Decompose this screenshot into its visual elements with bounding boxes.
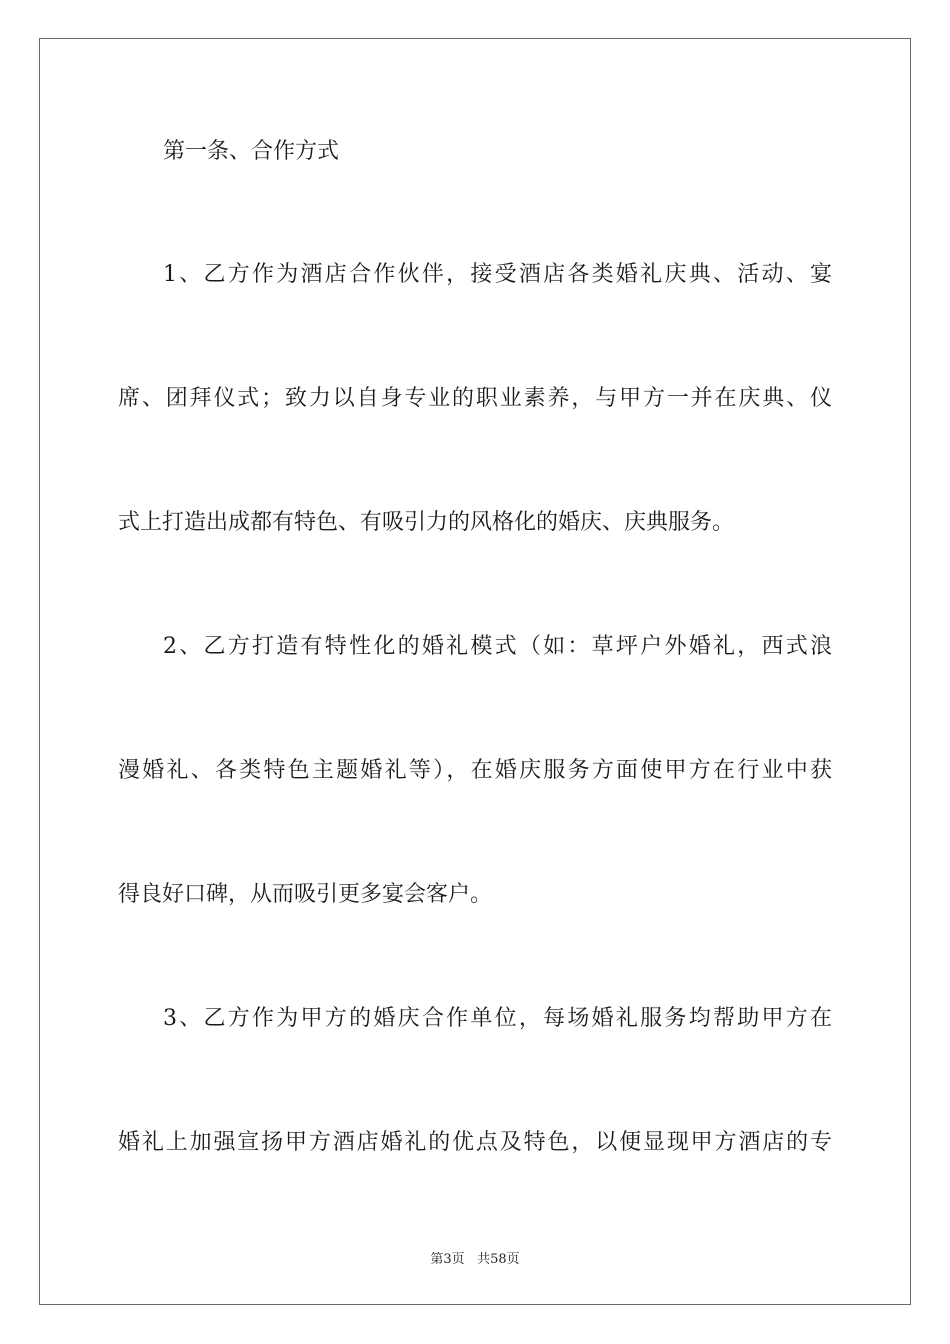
page-number: 第3页 [430,1252,465,1267]
total-pages: 共58页 [477,1252,520,1267]
paragraph-1-line-3: 式上打造出成都有特色、有吸引力的风格化的婚庆、庆典服务。 [118,510,735,535]
paragraph-1-line-2: 席、团拜仪式；致力以自身专业的职业素养，与甲方一并在庆典、仪 [118,386,832,411]
paragraph-2-line-2: 漫婚礼、各类特色主题婚礼等），在婚庆服务方面使甲方在行业中获 [118,758,832,783]
footer-spacer [465,1252,477,1267]
section-heading: 第一条、合作方式 [163,139,340,164]
page-border [39,38,911,1305]
paragraph-2-line-3: 得良好口碑，从而吸引更多宴会客户。 [118,882,493,907]
paragraph-3-line-2: 婚礼上加强宣扬甲方酒店婚礼的优点及特色，以便显现甲方酒店的专 [118,1130,832,1155]
paragraph-3-line-1: 3、乙方作为甲方的婚庆合作单位，每场婚礼服务均帮助甲方在 [163,1006,832,1031]
paragraph-1-line-1: 1、乙方作为酒店合作伙伴，接受酒店各类婚礼庆典、活动、宴 [163,262,832,287]
paragraph-2-line-1: 2、乙方打造有特性化的婚礼模式（如：草坪户外婚礼，西式浪 [163,634,832,659]
page-footer [0,1248,950,1267]
